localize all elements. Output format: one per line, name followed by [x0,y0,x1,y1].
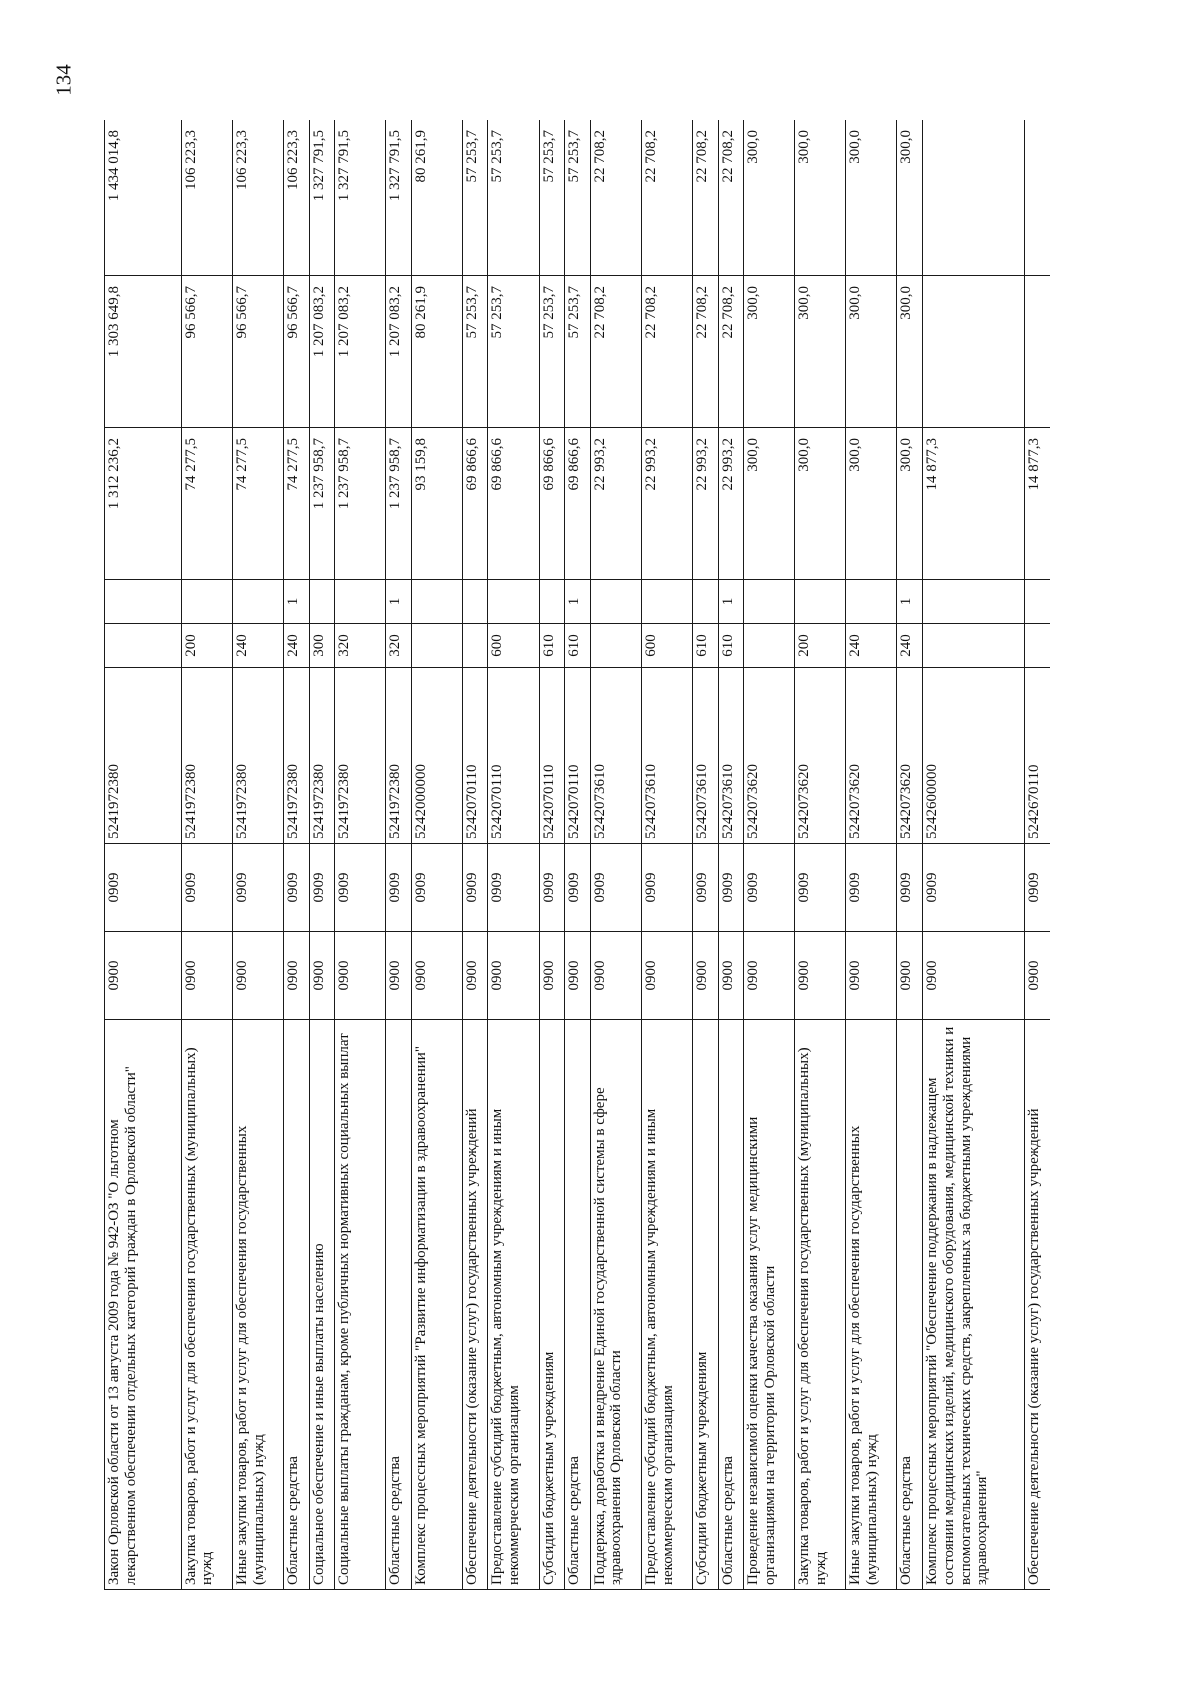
row-name-cell: Социальные выплаты гражданам, кроме публичных нормативных социальных выплат [335,1020,386,1590]
section-code-cell: 0909 [795,844,846,932]
amount-year-1-cell: 74 277,5 [283,428,309,580]
budget-table [104,120,1050,1590]
row-name-cell: Закупка товаров, работ и услуг для обеспечения государственных (муниципальных) нужд [181,1020,232,1590]
amount-year-3-cell: 57 253,7 [462,120,488,276]
chapter-code-cell: 0900 [411,932,462,1020]
target-article-cell: 5241972380 [232,668,283,844]
budget-table-container [104,120,1050,1590]
amount-year-1-cell: 69 866,6 [539,428,565,580]
section-code-cell: 0909 [232,844,283,932]
table-row [181,120,232,1590]
amount-year-2-cell: 57 253,7 [539,276,565,428]
target-article-cell: 5242073620 [795,668,846,844]
section-code-cell: 0909 [846,844,897,932]
row-name-cell: Областные средства [565,1020,591,1590]
fund-source-cell [105,580,182,624]
target-article-cell: 5242070110 [462,668,488,844]
target-article-cell: 5241972380 [335,668,386,844]
amount-year-1-cell: 1 237 958,7 [335,428,386,580]
amount-year-2-cell: 57 253,7 [488,276,539,428]
amount-year-3-cell: 106 223,3 [181,120,232,276]
section-code-cell: 0909 [539,844,565,932]
chapter-code-cell: 0900 [539,932,565,1020]
expense-type-cell: 240 [897,624,923,668]
amount-year-3-cell: 1 327 791,5 [335,120,386,276]
section-code-cell: 0909 [462,844,488,932]
amount-year-3-cell: 57 253,7 [488,120,539,276]
table-row [232,120,283,1590]
amount-year-1-cell: 1 312 236,2 [105,428,182,580]
row-name-cell: Иные закупки товаров, работ и услуг для обеспечения государственных (муниципальных) нужд [232,1020,283,1590]
table-row [718,120,744,1590]
row-name-cell: Субсидии бюджетным учреждениям [539,1020,565,1590]
expense-type-cell: 610 [539,624,565,668]
target-article-cell: 5242000000 [411,668,462,844]
table-row [411,120,462,1590]
expense-type-cell [923,624,1025,668]
amount-year-2-cell: 300,0 [744,276,795,428]
section-code-cell: 0909 [923,844,1025,932]
fund-source-cell: 1 [718,580,744,624]
chapter-code-cell: 0900 [846,932,897,1020]
target-article-cell: 5242073620 [897,668,923,844]
target-article-cell: 5241972380 [386,668,412,844]
section-code-cell: 0909 [641,844,692,932]
amount-year-3-cell: 22 708,2 [641,120,692,276]
amount-year-2-cell: 300,0 [846,276,897,428]
amount-year-3-cell: 1 327 791,5 [309,120,335,276]
amount-year-1-cell: 14 877,3 [923,428,1025,580]
amount-year-1-cell: 74 277,5 [232,428,283,580]
section-code-cell: 0909 [105,844,182,932]
target-article-cell: 5241972380 [181,668,232,844]
amount-year-2-cell: 300,0 [795,276,846,428]
amount-year-1-cell: 22 993,2 [718,428,744,580]
target-article-cell: 5242670110 [1025,668,1050,844]
target-article-cell: 5242073620 [846,668,897,844]
target-article-cell: 5242073610 [590,668,641,844]
target-article-cell: 5242073610 [718,668,744,844]
table-row [283,120,309,1590]
amount-year-3-cell: 1 327 791,5 [386,120,412,276]
fund-source-cell [744,580,795,624]
table-row [539,120,565,1590]
chapter-code-cell: 0900 [1025,932,1050,1020]
chapter-code-cell: 0900 [232,932,283,1020]
row-name-cell: Проведение независимой оценки качества оказания услуг медицинскими организациями на территории Орловской области [744,1020,795,1590]
table-row [692,120,718,1590]
amount-year-1-cell: 300,0 [744,428,795,580]
fund-source-cell: 1 [386,580,412,624]
amount-year-2-cell: 1 207 083,2 [309,276,335,428]
row-name-cell: Предоставление субсидий бюджетным, автономным учреждениям и иным некоммерческим организациям [641,1020,692,1590]
amount-year-1-cell: 69 866,6 [488,428,539,580]
page-number [52,60,76,100]
target-article-cell: 5241972380 [309,668,335,844]
section-code-cell: 0909 [692,844,718,932]
amount-year-3-cell: 106 223,3 [232,120,283,276]
expense-type-cell: 600 [488,624,539,668]
fund-source-cell [309,580,335,624]
table-row [309,120,335,1590]
amount-year-3-cell [1025,120,1050,276]
amount-year-2-cell: 96 566,7 [181,276,232,428]
row-name-cell: Областные средства [718,1020,744,1590]
fund-source-cell [692,580,718,624]
section-code-cell: 0909 [590,844,641,932]
chapter-code-cell: 0900 [923,932,1025,1020]
fund-source-cell [411,580,462,624]
section-code-cell: 0909 [386,844,412,932]
chapter-code-cell: 0900 [386,932,412,1020]
expense-type-cell [590,624,641,668]
fund-source-cell [181,580,232,624]
table-row [565,120,591,1590]
amount-year-3-cell [923,120,1025,276]
table-row [1025,120,1050,1590]
amount-year-3-cell: 57 253,7 [565,120,591,276]
expense-type-cell: 240 [283,624,309,668]
section-code-cell: 0909 [718,844,744,932]
fund-source-cell: 1 [897,580,923,624]
row-name-cell: Обеспечение деятельности (оказание услуг) государственных учреждений [1025,1020,1050,1590]
row-name-cell: Областные средства [386,1020,412,1590]
amount-year-1-cell: 300,0 [795,428,846,580]
expense-type-cell: 200 [181,624,232,668]
amount-year-3-cell: 300,0 [795,120,846,276]
section-code-cell: 0909 [411,844,462,932]
table-row [462,120,488,1590]
chapter-code-cell: 0900 [897,932,923,1020]
amount-year-3-cell: 300,0 [846,120,897,276]
expense-type-cell [744,624,795,668]
amount-year-2-cell: 22 708,2 [641,276,692,428]
target-article-cell: 5241972380 [283,668,309,844]
table-row [923,120,1025,1590]
section-code-cell: 0909 [181,844,232,932]
section-code-cell: 0909 [565,844,591,932]
target-article-cell: 5242070110 [488,668,539,844]
expense-type-cell [462,624,488,668]
amount-year-1-cell: 300,0 [846,428,897,580]
expense-type-cell: 600 [641,624,692,668]
table-row [641,120,692,1590]
expense-type-cell: 300 [309,624,335,668]
fund-source-cell [1025,580,1050,624]
row-name-cell: Областные средства [897,1020,923,1590]
target-article-cell: 5242073610 [692,668,718,844]
chapter-code-cell: 0900 [718,932,744,1020]
fund-source-cell [923,580,1025,624]
fund-source-cell [795,580,846,624]
amount-year-3-cell: 22 708,2 [590,120,641,276]
expense-type-cell: 320 [386,624,412,668]
fund-source-cell [539,580,565,624]
fund-source-cell [641,580,692,624]
table-row [105,120,182,1590]
chapter-code-cell: 0900 [744,932,795,1020]
chapter-code-cell: 0900 [641,932,692,1020]
amount-year-3-cell: 1 434 014,8 [105,120,182,276]
row-name-cell: Социальное обеспечение и иные выплаты населению [309,1020,335,1590]
chapter-code-cell: 0900 [181,932,232,1020]
expense-type-cell [1025,624,1050,668]
amount-year-3-cell: 22 708,2 [718,120,744,276]
amount-year-1-cell: 69 866,6 [565,428,591,580]
amount-year-1-cell: 300,0 [897,428,923,580]
target-article-cell: 5242070110 [565,668,591,844]
amount-year-1-cell: 22 993,2 [590,428,641,580]
amount-year-3-cell: 106 223,3 [283,120,309,276]
table-row [335,120,386,1590]
expense-type-cell: 240 [232,624,283,668]
amount-year-2-cell: 1 207 083,2 [335,276,386,428]
amount-year-2-cell: 1 303 649,8 [105,276,182,428]
amount-year-2-cell: 57 253,7 [462,276,488,428]
expense-type-cell: 610 [718,624,744,668]
amount-year-2-cell: 96 566,7 [232,276,283,428]
table-row [846,120,897,1590]
target-article-cell: 5242073610 [641,668,692,844]
row-name-cell: Поддержка, доработка и внедрение Единой государственной системы в сфере здравоохранения Орловской области [590,1020,641,1590]
amount-year-1-cell: 74 277,5 [181,428,232,580]
amount-year-3-cell: 57 253,7 [539,120,565,276]
table-row [897,120,923,1590]
chapter-code-cell: 0900 [565,932,591,1020]
row-name-cell: Комплекс процессных мероприятий "Развитие информатизации в здравоохранении" [411,1020,462,1590]
table-row [386,120,412,1590]
amount-year-2-cell: 300,0 [897,276,923,428]
fund-source-cell: 1 [283,580,309,624]
fund-source-cell: 1 [565,580,591,624]
amount-year-1-cell: 14 877,3 [1025,428,1050,580]
section-code-cell: 0909 [335,844,386,932]
fund-source-cell [232,580,283,624]
section-code-cell: 0909 [283,844,309,932]
amount-year-2-cell: 80 261,9 [411,276,462,428]
fund-source-cell [846,580,897,624]
expense-type-cell [411,624,462,668]
section-code-cell: 0909 [1025,844,1050,932]
amount-year-2-cell [1025,276,1050,428]
section-code-cell: 0909 [488,844,539,932]
amount-year-2-cell: 22 708,2 [692,276,718,428]
row-name-cell: Предоставление субсидий бюджетным, автономным учреждениям и иным некоммерческим организациям [488,1020,539,1590]
section-code-cell: 0909 [309,844,335,932]
target-article-cell: 5242073620 [744,668,795,844]
fund-source-cell [590,580,641,624]
expense-type-cell: 200 [795,624,846,668]
amount-year-3-cell: 22 708,2 [692,120,718,276]
fund-source-cell [335,580,386,624]
chapter-code-cell: 0900 [692,932,718,1020]
target-article-cell: 5242070110 [539,668,565,844]
amount-year-2-cell: 57 253,7 [565,276,591,428]
section-code-cell: 0909 [897,844,923,932]
amount-year-1-cell: 22 993,2 [641,428,692,580]
amount-year-2-cell: 22 708,2 [718,276,744,428]
row-name-cell: Обеспечение деятельности (оказание услуг) государственных учреждений [462,1020,488,1590]
amount-year-2-cell: 96 566,7 [283,276,309,428]
expense-type-cell: 320 [335,624,386,668]
row-name-cell: Областные средства [283,1020,309,1590]
amount-year-3-cell: 80 261,9 [411,120,462,276]
chapter-code-cell: 0900 [335,932,386,1020]
expense-type-cell: 610 [692,624,718,668]
amount-year-1-cell: 93 159,8 [411,428,462,580]
fund-source-cell [462,580,488,624]
table-row [744,120,795,1590]
amount-year-2-cell: 22 708,2 [590,276,641,428]
budget-table-body [105,120,1051,1590]
expense-type-cell: 240 [846,624,897,668]
target-article-cell: 5242600000 [923,668,1025,844]
chapter-code-cell: 0900 [105,932,182,1020]
table-row [590,120,641,1590]
chapter-code-cell: 0900 [462,932,488,1020]
section-code-cell: 0909 [744,844,795,932]
amount-year-1-cell: 1 237 958,7 [309,428,335,580]
expense-type-cell [105,624,182,668]
amount-year-3-cell: 300,0 [744,120,795,276]
chapter-code-cell: 0900 [283,932,309,1020]
expense-type-cell: 610 [565,624,591,668]
amount-year-2-cell [923,276,1025,428]
chapter-code-cell: 0900 [590,932,641,1020]
row-name-cell: Субсидии бюджетным учреждениям [692,1020,718,1590]
chapter-code-cell: 0900 [795,932,846,1020]
page-number-text: 134 [51,64,76,96]
amount-year-1-cell: 69 866,6 [462,428,488,580]
amount-year-1-cell: 1 237 958,7 [386,428,412,580]
fund-source-cell [488,580,539,624]
amount-year-3-cell: 300,0 [897,120,923,276]
amount-year-1-cell: 22 993,2 [692,428,718,580]
row-name-cell: Закупка товаров, работ и услуг для обеспечения государственных (муниципальных) нужд [795,1020,846,1590]
table-row [795,120,846,1590]
row-name-cell: Закон Орловской области от 13 августа 2009 года № 942-ОЗ "О льготном лекарственном обеспечении отдельных категорий граждан в Орловской области" [105,1020,182,1590]
chapter-code-cell: 0900 [309,932,335,1020]
chapter-code-cell: 0900 [488,932,539,1020]
amount-year-2-cell: 1 207 083,2 [386,276,412,428]
row-name-cell: Иные закупки товаров, работ и услуг для обеспечения государственных (муниципальных) нужд [846,1020,897,1590]
row-name-cell: Комплекс процессных мероприятий "Обеспечение поддержания в надлежащем состоянии медицинских изделий, медицинского оборудования, медицинской техники и вспомогательных технических средств, закрепленных за бюджетными учреждениями здравоохранения" [923,1020,1025,1590]
table-row [488,120,539,1590]
target-article-cell: 5241972380 [105,668,182,844]
